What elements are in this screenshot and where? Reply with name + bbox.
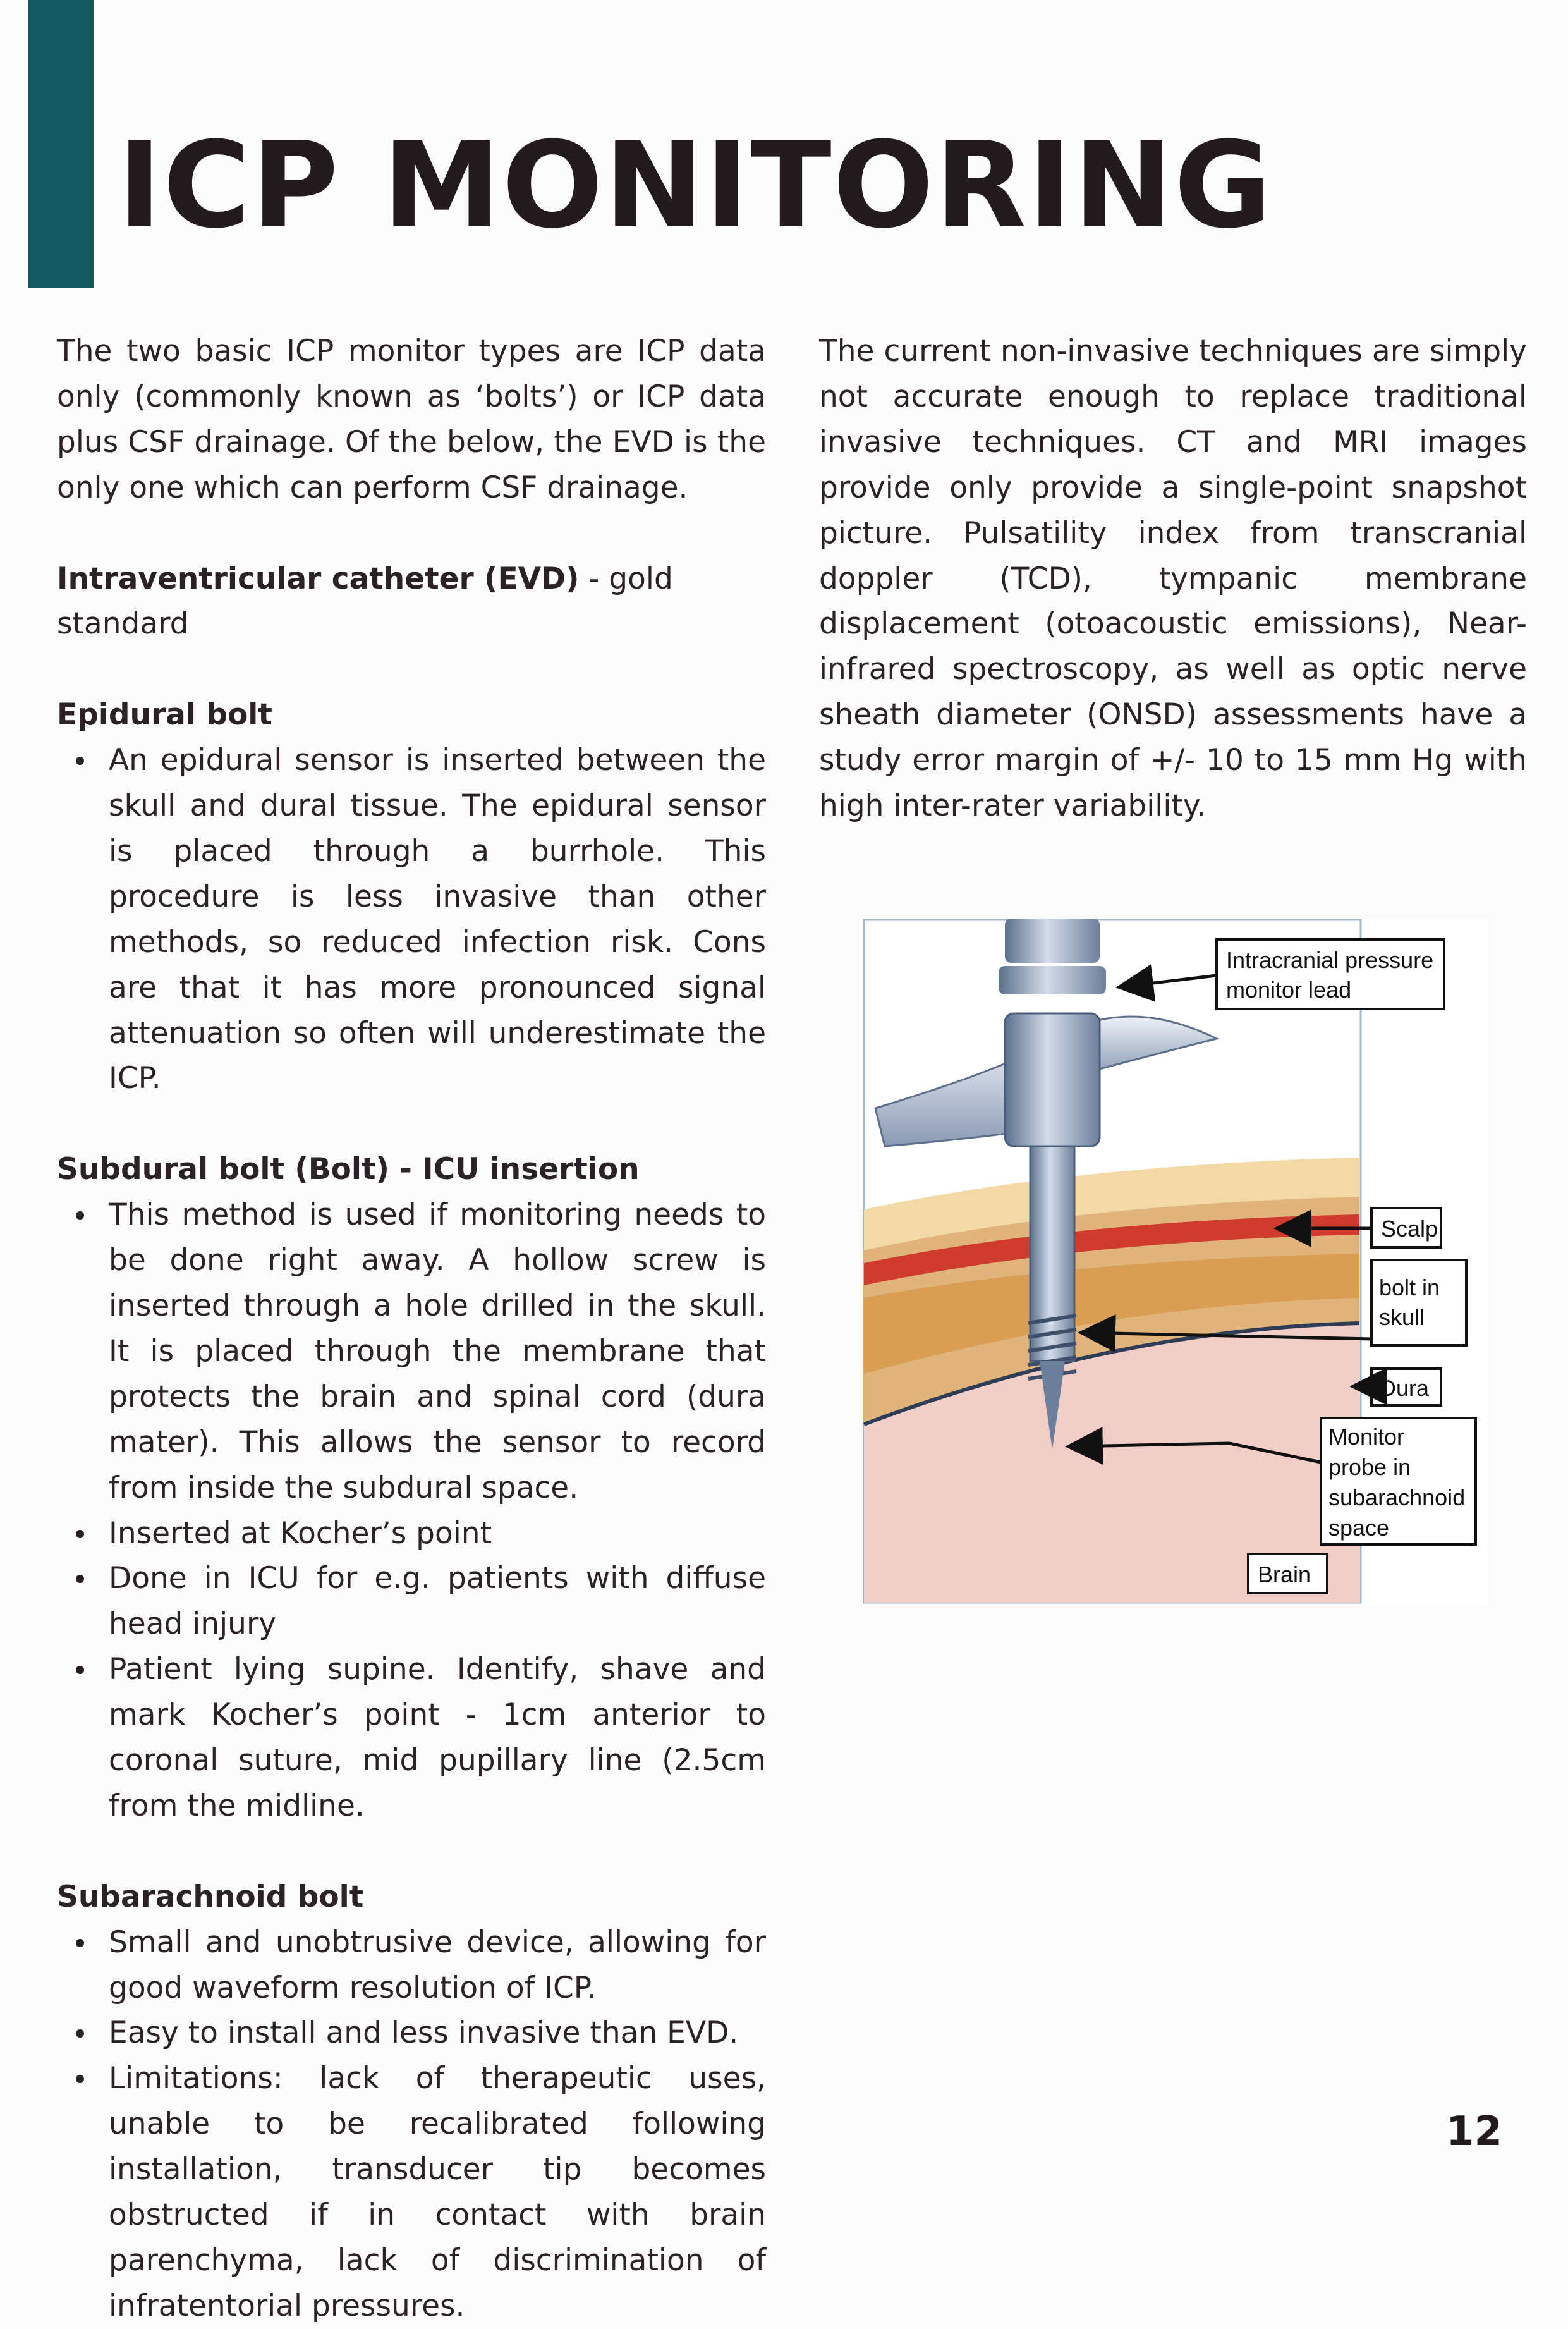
- svg-text:skull: skull: [1379, 1304, 1425, 1330]
- accent-bar: [28, 0, 94, 288]
- right-column: [819, 329, 1527, 829]
- svg-text:bolt in: bolt in: [1379, 1275, 1440, 1300]
- subarachnoid-list: [57, 1920, 766, 2329]
- list-item: Limitations: lack of therapeutic uses, unable to be recalibrated following installation, transducer tip becomes obstructed if in contact with brain parenchyma, lack of discrimination of infratentorial pressures.: [57, 2056, 766, 2328]
- list-item: Easy to install and less invasive than EVD.: [57, 2010, 766, 2056]
- bolt-head: [1005, 1013, 1100, 1146]
- list-item: An epidural sensor is inserted between the skull and dural tissue. The epidural sensor is placed through a burrhole. This procedure is less invasive than other methods, so reduced infection risk. Cons are that it has more pronounced signal attenuation so often will underestimate the ICP.: [57, 738, 766, 1101]
- svg-text:Dura: Dura: [1380, 1375, 1430, 1401]
- lead-nut: [999, 966, 1106, 994]
- left-column: [57, 329, 766, 2329]
- subdural-heading: Subdural bolt (Bolt) - ICU insertion: [57, 1152, 640, 1187]
- svg-text:monitor lead: monitor lead: [1226, 977, 1352, 1003]
- list-item: Patient lying supine. Identify, shave and mark Kocher’s point - 1cm anterior to coronal suture, mid pupillary line (2.5cm from the midline.: [57, 1647, 766, 1829]
- noninvasive-paragraph: The current non-invasive techniques are simply not accurate enough to replace traditional invasive techniques. CT and MRI images provide only provide a single-point snapshot picture. Pulsatility index from transcranial doppler (TCD), tympanic membrane displacement (otoacoustic emissions), Near-infrared spectroscopy, as well as optic nerve sheath diameter (ONSD) assessments have a study error margin of +/- 10 to 15 mm Hg with high inter-rater variability.: [819, 334, 1527, 824]
- svg-text:Intracranial pressure: Intracranial pressure: [1226, 947, 1434, 973]
- epidural-list: [57, 738, 766, 1101]
- list-item: This method is used if monitoring needs to be done right away. A hollow screw is inserted through a hole drilled in the skull. It is placed through the membrane that protects the brain and spinal cord (dura mater). This allows the sensor to record from inside the subdural space.: [57, 1192, 766, 1510]
- epidural-heading: Epidural bolt: [57, 697, 272, 733]
- subdural-list: [57, 1192, 766, 1829]
- svg-text:probe in: probe in: [1328, 1454, 1411, 1480]
- label-brain: [1248, 1554, 1327, 1593]
- bolt-shaft: [1030, 1146, 1074, 1361]
- lead-connector: [1005, 919, 1100, 963]
- page-title: ICP MONITORING: [118, 116, 1273, 255]
- svg-text:Scalp: Scalp: [1381, 1216, 1438, 1242]
- svg-text:Brain: Brain: [1258, 1562, 1311, 1587]
- page-number: 12: [1446, 2108, 1503, 2155]
- subarachnoid-heading: Subarachnoid bolt: [57, 1879, 364, 1914]
- list-item: Inserted at Kocher’s point: [57, 1511, 766, 1556]
- svg-text:subarachnoid: subarachnoid: [1328, 1484, 1466, 1510]
- evd-suffix: - gold standard: [57, 561, 673, 642]
- icp-bolt-illustration: [863, 919, 1488, 1606]
- list-item: Done in ICU for e.g. patients with diffuse head injury: [57, 1556, 766, 1647]
- list-item: Small and unobtrusive device, allowing for good waveform resolution of ICP.: [57, 1920, 766, 2011]
- intro-paragraph: The two basic ICP monitor types are ICP data only (commonly known as ‘bolts’) or ICP data plus CSF drainage. Of the below, the EVD is the only one which can perform CSF drainage.: [57, 334, 766, 505]
- evd-line: [57, 556, 766, 647]
- evd-heading: Intraventricular catheter (EVD): [57, 561, 580, 596]
- svg-text:Monitor: Monitor: [1328, 1424, 1405, 1450]
- svg-text:space: space: [1328, 1515, 1390, 1541]
